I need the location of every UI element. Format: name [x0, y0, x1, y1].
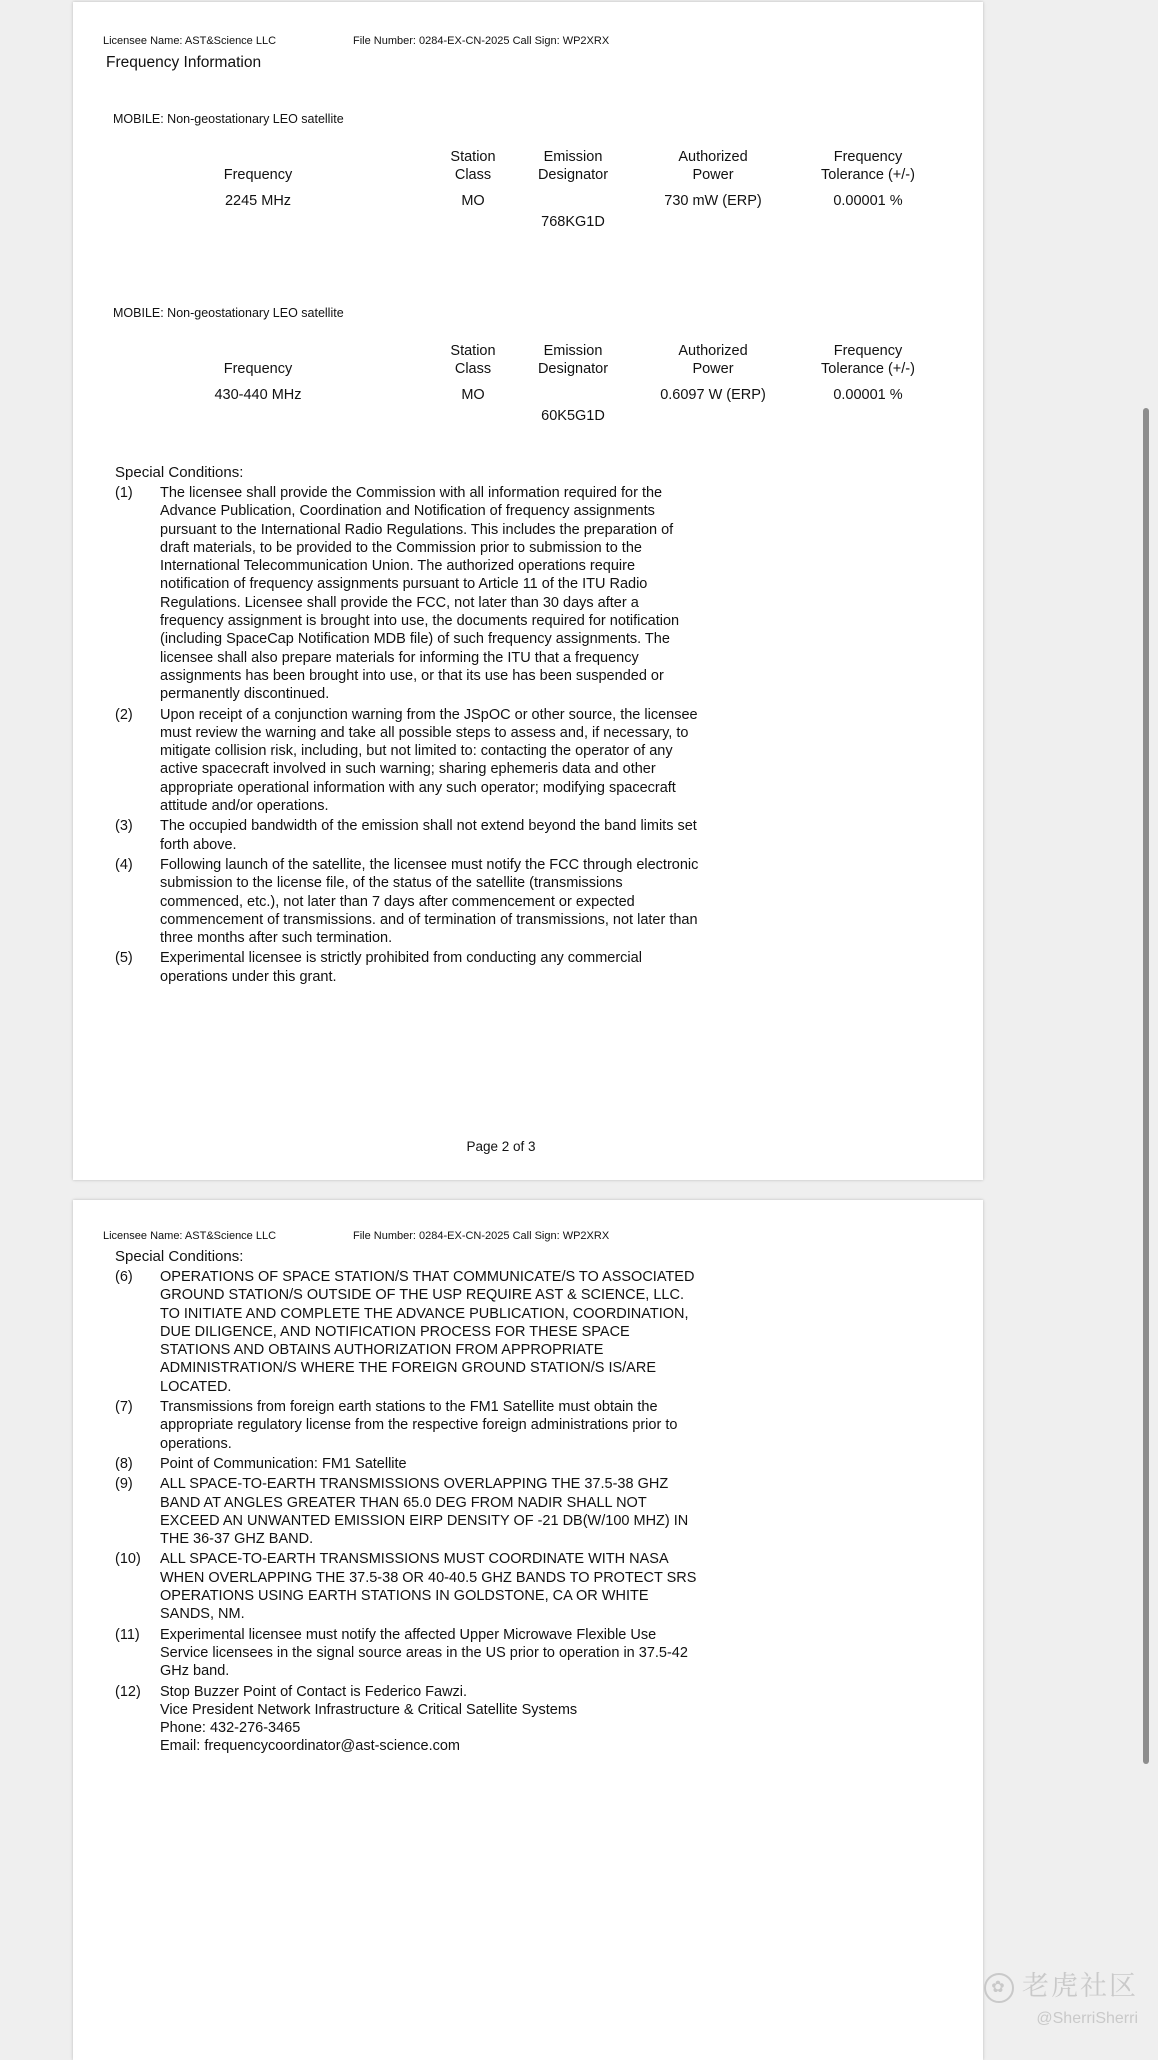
condition-line: Phone: 432-276-3465 [160, 1720, 301, 1737]
condition-line: The occupied bandwidth of the emission shall not extend beyond the band limits set [160, 818, 697, 835]
col-emission-header-1: Emission [543, 149, 603, 165]
special-conditions-list [115, 484, 850, 988]
condition-line: (including SpaceCap Notification MDB file) of such frequency assignments. The [160, 631, 670, 648]
condition-line: DUE DILIGENCE, AND NOTIFICATION PROCESS FOR THESE SPACE [160, 1323, 630, 1340]
cell-tolerance: 0.00001 % [833, 193, 903, 209]
service-label: MOBILE: Non-geostationary LEO satellite [113, 306, 344, 320]
condition-number: (7) [115, 1399, 133, 1416]
condition-text [160, 1683, 850, 1756]
condition-line: appropriate regulatory license from the respective foreign administrations prior to [160, 1417, 678, 1434]
condition-line: WHEN OVERLAPPING THE 37.5-38 OR 40-40.5 GHZ BANDS TO PROTECT SRS [160, 1569, 697, 1586]
condition-line: attitude and/or operations. [160, 798, 329, 815]
condition-number: (9) [115, 1476, 133, 1493]
col-tolerance-header-2: Tolerance (+/-) [821, 167, 915, 183]
col-tolerance-header-1: Frequency [833, 343, 903, 359]
col-station-class-header-2: Class [454, 361, 492, 377]
condition-text [160, 1398, 850, 1453]
cell-station-class: MO [461, 387, 485, 403]
col-power-header-2: Power [692, 167, 734, 183]
document-page-3 [73, 1200, 983, 2060]
condition-line: notification of frequency assignments pursuant to Article 11 of the ITU Radio [160, 576, 648, 593]
condition-number: (3) [115, 818, 133, 835]
condition-number: (12) [115, 1683, 141, 1700]
condition-item [115, 1683, 850, 1756]
condition-line: must review the warning and take all possible steps to assess and, if necessary, to [160, 724, 689, 741]
watermark-user: @SherriSherri [1036, 2010, 1138, 2027]
condition-item [115, 1626, 850, 1681]
condition-line: OPERATIONS USING EARTH STATIONS IN GOLDSTONE, CA OR WHITE [160, 1588, 649, 1605]
condition-item [115, 1455, 850, 1473]
condition-line: SANDS, NM. [160, 1606, 245, 1623]
condition-line: GROUND STATION/S OUTSIDE OF THE USP REQUIRE AST & SCIENCE, LLC. [160, 1287, 684, 1304]
condition-line: mitigate collision risk, including, but not limited to: contacting the operator of any [160, 743, 673, 760]
frequency-table [113, 148, 933, 232]
col-station-class-header-1: Station [450, 149, 496, 165]
condition-line: Email: frequencycoordinator@ast-science.com [160, 1738, 461, 1755]
col-power-header-1: Authorized [678, 149, 748, 165]
cell-station-class: MO [461, 193, 485, 209]
watermark-brand [984, 1964, 1138, 2003]
condition-line: Point of Communication: FM1 Satellite [160, 1455, 407, 1472]
cell-frequency: 2245 MHz [224, 193, 292, 209]
page-header [103, 35, 610, 47]
condition-line: GHz band. [160, 1663, 230, 1680]
licensee-name: Licensee Name: AST&Science LLC [103, 35, 277, 47]
condition-line: The licensee shall provide the Commission with all information required for the [160, 485, 663, 501]
col-frequency-header: Frequency [223, 167, 293, 183]
condition-number: (8) [115, 1455, 133, 1472]
condition-number: (2) [115, 706, 133, 723]
condition-number: (1) [115, 485, 133, 501]
condition-line: BAND AT ANGLES GREATER THAN 65.0 DEG FROM NADIR SHALL NOT [160, 1494, 647, 1511]
page-number: Page 2 of 3 [466, 1139, 536, 1154]
section-title: Frequency Information [106, 54, 262, 71]
special-conditions-title: Special Conditions: [115, 1248, 244, 1265]
cell-frequency: 430-440 MHz [214, 387, 302, 403]
special-conditions-list [115, 1268, 850, 1758]
condition-text [160, 1455, 850, 1473]
condition-line: commenced, etc.), not later than 7 days after commencement or expected [160, 893, 635, 910]
file-call-sign: File Number: 0284-EX-CN-2025 Call Sign: WP2XRX [353, 1230, 610, 1242]
condition-line: operations. [160, 1435, 232, 1452]
col-station-class-header-1: Station [450, 343, 496, 359]
col-tolerance-header-1: Frequency [833, 149, 903, 165]
condition-line: Experimental licensee is strictly prohibited from conducting any commercial [160, 950, 642, 967]
condition-line: Service licensees in the signal source areas in the US prior to operation in 37.5-42 [160, 1644, 688, 1661]
condition-number: (11) [115, 1626, 140, 1643]
special-conditions-title: Special Conditions: [115, 464, 244, 481]
cell-emission: 60K5G1D [541, 408, 605, 424]
condition-number: (4) [115, 856, 133, 873]
condition-line: active spacecraft involved in such warning; sharing ephemeris data and other [160, 761, 656, 778]
condition-line: Advance Publication, Coordination and Notification of frequency assignments [160, 503, 655, 520]
condition-line: Transmissions from foreign earth stations to the FM1 Satellite must obtain the [160, 1399, 658, 1416]
cell-emission: 768KG1D [541, 214, 605, 230]
condition-number: (5) [115, 950, 133, 967]
condition-item [115, 949, 850, 986]
paw-icon: ✿ [984, 1973, 1014, 2003]
col-frequency-header: Frequency [223, 361, 293, 377]
condition-number: (6) [115, 1269, 133, 1285]
vertical-scrollbar[interactable] [1143, 408, 1149, 1764]
condition-line: STATIONS AND OBTAINS AUTHORIZATION FROM APPROPRIATE [160, 1342, 604, 1359]
condition-item [115, 1475, 850, 1548]
licensee-name: Licensee Name: AST&Science LLC [103, 1230, 277, 1242]
condition-item [115, 1550, 850, 1623]
watermark-brand-text: 老虎社区 [1022, 1971, 1138, 2001]
col-power-header-2: Power [692, 361, 734, 377]
col-station-class-header-2: Class [454, 167, 492, 183]
condition-text [160, 949, 850, 986]
condition-line: Stop Buzzer Point of Contact is Federico Fawzi. [160, 1683, 468, 1700]
condition-line: ALL SPACE-TO-EARTH TRANSMISSIONS OVERLAPPING THE 37.5-38 GHZ [160, 1476, 669, 1493]
col-emission-header-2: Designator [537, 167, 609, 183]
condition-text [160, 706, 850, 816]
condition-line: forth above. [160, 836, 237, 853]
condition-line: draft materials, to be provided to the Commission prior to submission to the [160, 539, 642, 556]
condition-item [115, 856, 850, 947]
condition-text [160, 817, 850, 854]
condition-line: TO INITIATE AND COMPLETE THE ADVANCE PUBLICATION, COORDINATION, [160, 1305, 689, 1322]
col-tolerance-header-2: Tolerance (+/-) [821, 361, 915, 377]
condition-item [115, 1398, 850, 1453]
condition-text [160, 1626, 850, 1681]
condition-line: International Telecommunication Union. The authorized operations require [160, 558, 636, 575]
condition-text [160, 1550, 850, 1623]
condition-number: (10) [115, 1551, 141, 1568]
col-power-header-1: Authorized [678, 343, 748, 359]
condition-line: appropriate operational information with any such operator; modifying spacecraft [160, 779, 676, 796]
condition-text [160, 1268, 850, 1396]
col-emission-header-1: Emission [543, 343, 603, 359]
document-page-2 [73, 2, 983, 1180]
condition-item [115, 817, 850, 854]
condition-line: pursuant to the International Radio Regulations. This includes the preparation of [160, 521, 674, 538]
condition-text [160, 1475, 850, 1548]
frequency-table [113, 342, 933, 426]
condition-line: ALL SPACE-TO-EARTH TRANSMISSIONS MUST COORDINATE WITH NASA [160, 1551, 669, 1568]
condition-text [160, 856, 850, 947]
condition-line: OPERATIONS OF SPACE STATION/S THAT COMMUNICATE/S TO ASSOCIATED [160, 1269, 695, 1285]
condition-line: licensee shall also prepare materials for informing the ITU that a frequency [160, 649, 639, 666]
condition-line: ADMINISTRATION/S WHERE THE FOREIGN GROUND STATION/S IS/ARE [160, 1360, 656, 1377]
condition-line: THE 36-37 GHZ BAND. [160, 1531, 314, 1548]
condition-line: assignments has been brought into use, or that its use has been suspended or [160, 667, 664, 684]
condition-item [115, 484, 850, 704]
condition-line: permanently discontinued. [160, 686, 330, 703]
condition-line: Regulations. Licensee shall provide the FCC, not later than 30 days after a [160, 594, 639, 611]
condition-line: frequency assignment is brought into use, the documents required for notification [160, 613, 680, 630]
condition-line: Experimental licensee must notify the affected Upper Microwave Flexible Use [160, 1626, 657, 1643]
service-label: MOBILE: Non-geostationary LEO satellite [113, 112, 344, 126]
condition-line: LOCATED. [160, 1378, 232, 1395]
condition-line: EXCEED AN UNWANTED EMISSION EIRP DENSITY OF -21 DB(W/100 MHZ) IN [160, 1512, 689, 1529]
condition-item [115, 706, 850, 816]
page-header [103, 1230, 610, 1242]
cell-tolerance: 0.00001 % [833, 387, 903, 403]
condition-line: operations under this grant. [160, 968, 337, 985]
condition-line: Following launch of the satellite, the licensee must notify the FCC through electronic [160, 856, 699, 873]
condition-line: Vice President Network Infrastructure & Critical Satellite Systems [160, 1701, 578, 1718]
condition-line: Upon receipt of a conjunction warning from the JSpOC or other source, the licensee [160, 706, 698, 723]
condition-line: commencement of transmissions. and of termination of transmissions, not later than [160, 911, 698, 928]
condition-text [160, 484, 850, 704]
cell-power: 730 mW (ERP) [664, 193, 762, 209]
file-call-sign: File Number: 0284-EX-CN-2025 Call Sign: WP2XRX [353, 35, 610, 47]
condition-line: three months after such termination. [160, 930, 393, 947]
col-emission-header-2: Designator [537, 361, 609, 377]
condition-item [115, 1268, 850, 1396]
cell-power: 0.6097 W (ERP) [660, 387, 766, 403]
condition-line: submission to the license file, of the status of the satellite (transmissions [160, 875, 623, 892]
